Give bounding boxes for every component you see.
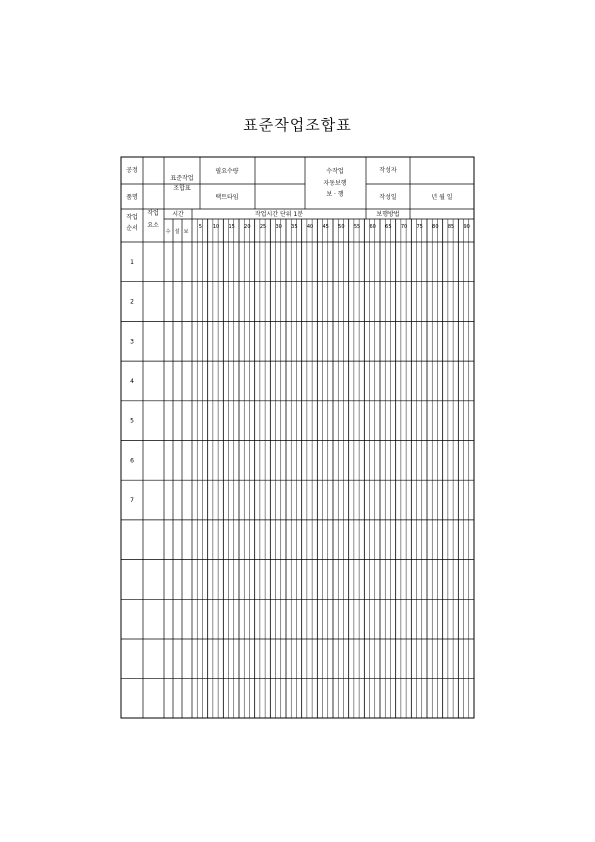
item-label: 품명: [126, 194, 138, 201]
time-tick-label: 50: [338, 224, 345, 230]
time-tick-label: 75: [416, 224, 423, 230]
form-name-label: 표준작업: [170, 175, 194, 182]
time-tick-label: 35: [291, 224, 298, 230]
walking-method-label: 보행방법: [376, 211, 400, 218]
walk-subcol-label: 보: [183, 229, 189, 235]
time-tick-label: 80: [432, 224, 439, 230]
time-tick-label: 85: [447, 224, 455, 230]
time-tick-label: 65: [385, 224, 392, 230]
time-tick-label: 30: [275, 224, 282, 230]
legend-walk-label: 보 · 행: [326, 191, 344, 198]
process-label: 공정: [126, 167, 138, 174]
legend-auto-label: 자동보행: [323, 180, 347, 187]
time-tick-label: 10: [212, 224, 220, 230]
row-number: 6: [130, 457, 134, 465]
takt-time-label: 택트타임: [215, 194, 239, 201]
time-tick-label: 20: [244, 224, 251, 230]
time-tick-label: 5: [198, 224, 202, 230]
row-number: 7: [130, 497, 134, 505]
time-tick-label: 55: [353, 224, 361, 230]
row-number: 4: [130, 377, 134, 385]
time-tick-label: 45: [322, 224, 329, 230]
time-tick-label: 40: [306, 224, 314, 230]
row-number: 5: [130, 417, 134, 425]
form-name-label: 조합표: [173, 185, 191, 192]
row-number: 1: [130, 258, 134, 266]
row-number: 3: [130, 338, 134, 346]
work-order-label: 작업: [126, 214, 138, 221]
time-tick-label: 90: [463, 224, 470, 230]
legend-manual-label: 수작업: [326, 168, 344, 175]
page-title: 표준작업조합표: [243, 116, 352, 134]
row-number: 2: [130, 298, 134, 306]
date-label: 작성일: [379, 194, 397, 201]
author-label: 작성자: [379, 167, 397, 174]
manual-subcol-label: 수: [165, 229, 171, 235]
time-tick-label: 25: [259, 224, 267, 230]
form-outer-border: [121, 157, 474, 718]
time-tick-label: 60: [369, 224, 376, 230]
time-tick-label: 15: [228, 224, 235, 230]
time-label: 시간: [172, 211, 184, 218]
work-order-label: 순서: [126, 225, 138, 232]
work-element-label: 작업: [147, 210, 159, 217]
auto-subcol-label: 설: [174, 229, 180, 235]
time-unit-label: 작업시간 단위 1분: [254, 211, 304, 218]
work-element-label: 요소: [147, 222, 159, 229]
date-value: 년 월 일: [431, 194, 453, 201]
required-qty-label: 필요수량: [215, 168, 239, 175]
time-tick-label: 70: [400, 224, 408, 230]
